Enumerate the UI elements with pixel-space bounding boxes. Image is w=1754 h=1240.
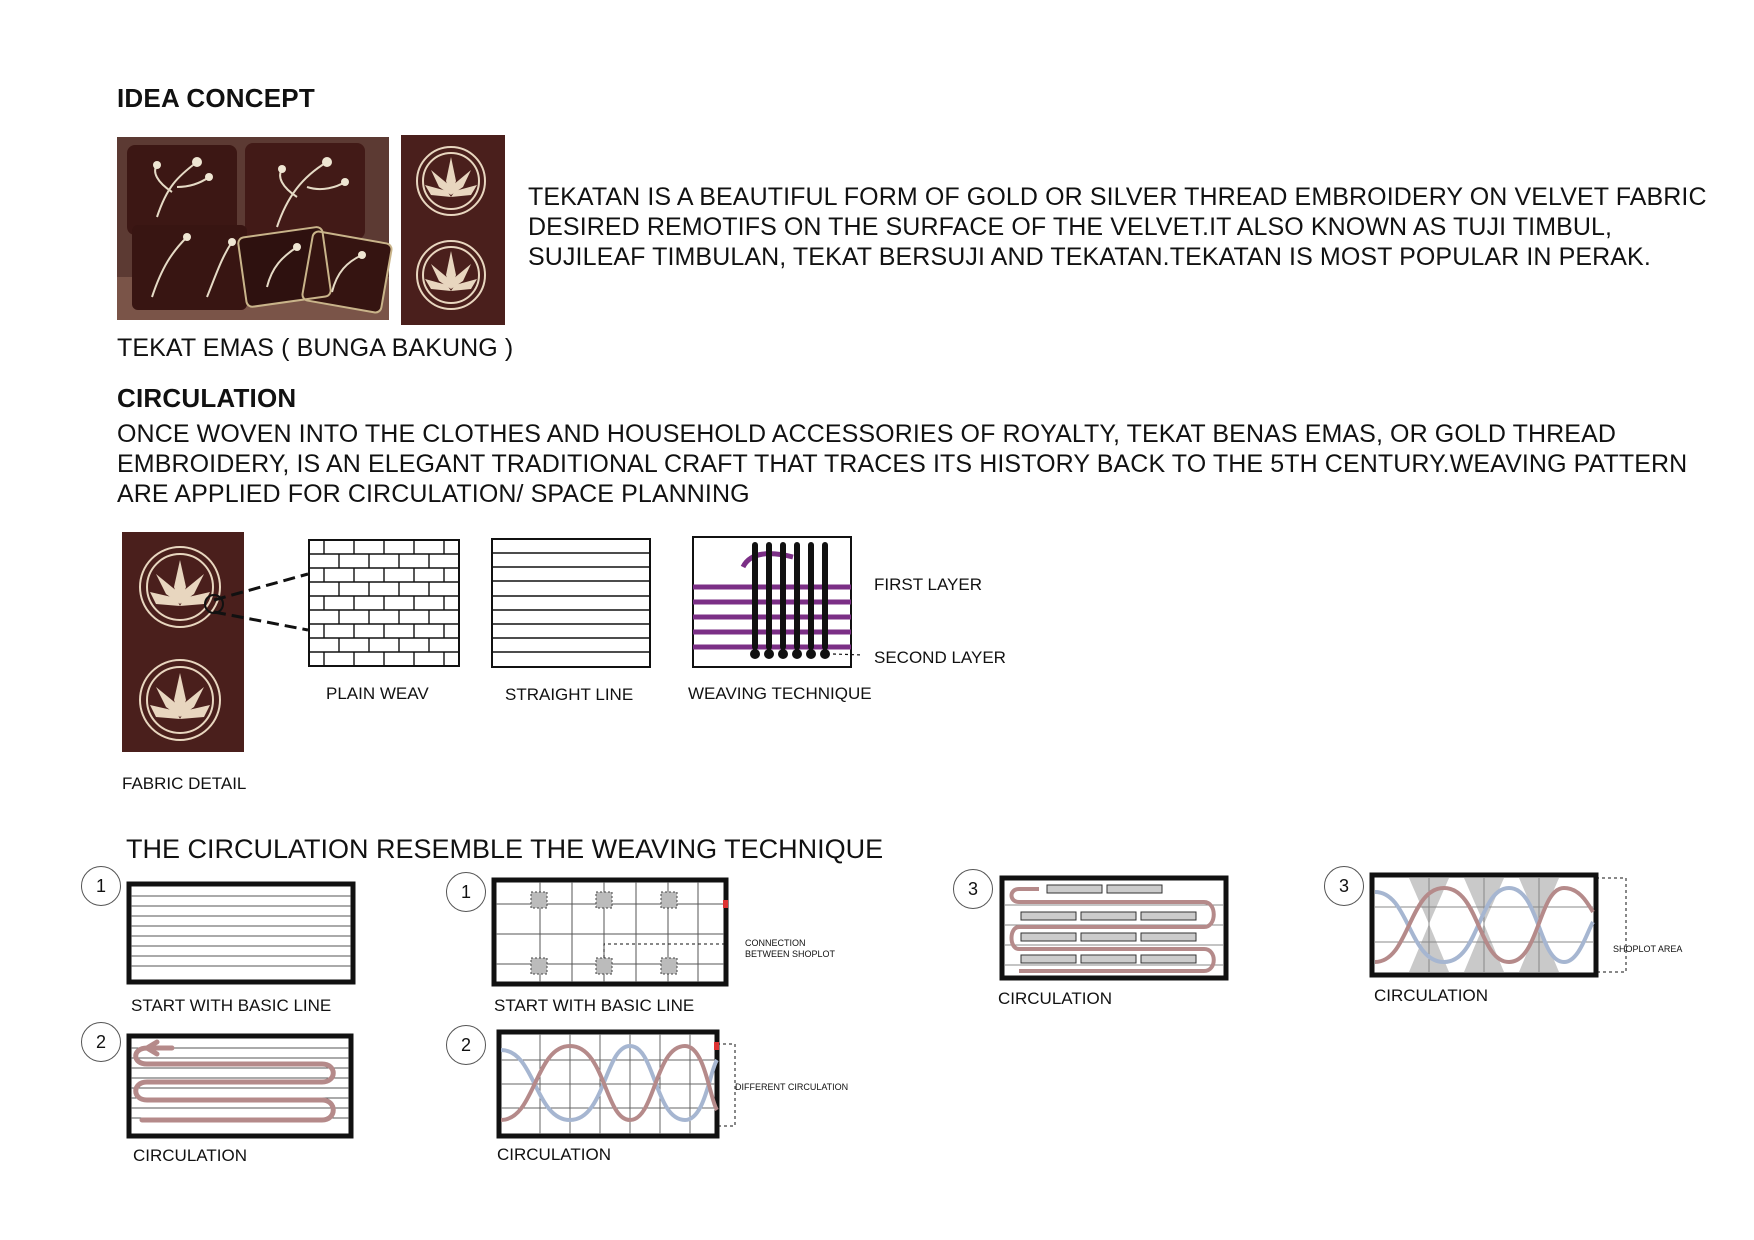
fabric-motif-photo [401,135,505,325]
idea-concept-description: TEKATAN IS A BEAUTIFUL FORM OF GOLD OR SILVER THREAD EMBROIDERY ON VELVET FABRIC DESIRED REMOTIFS ON THE SURFACE OF THE VELVET.IT ALSO KNOWN AS TUJI TIMBUL, SUJILEAF TIMBULAN, TEKAT BERSUJI AND TEKATAN.TEKATAN IS MOST POPULAR IN PERAK. [528,183,1707,271]
step-caption: CIRCULATION [497,1145,611,1164]
step-caption: START WITH BASIC LINE [494,996,695,1015]
step-caption: START WITH BASIC LINE [131,996,332,1015]
weaving-technique-label: WEAVING TECHNIQUE [688,684,872,703]
step-caption: CIRCULATION [133,1146,247,1165]
fabric-detail-label: FABRIC DETAIL [122,774,247,793]
fabric-detail-photo [122,532,244,752]
cushion-photo [117,137,389,320]
step-number: 2 [446,1025,486,1065]
plain-weave-label: PLAIN WEAV [326,684,429,703]
different-circulation-note: DIFFERENT CIRCULATION [735,1082,849,1092]
straight-line-label: STRAIGHT LINE [505,685,634,704]
shoplot-connection-note: CONNECTION BETWEEN SHOPLOT [745,938,836,959]
step-caption: CIRCULATION [998,989,1112,1008]
step-shoplot-grid [490,878,730,986]
step-number: 3 [1324,866,1364,906]
step-wave-circulation [495,1030,725,1138]
circulation-heading: CIRCULATION [117,383,297,413]
first-layer-label: FIRST LAYER [874,575,983,594]
step-shoplot-wave-circulation [1369,872,1599,978]
idea-concept-heading: IDEA CONCEPT [117,83,315,113]
step-number: 1 [81,866,121,906]
steps-heading: THE CIRCULATION RESEMBLE THE WEAVING TECHNIQUE [126,834,884,864]
shoplot-area-note: SHOPLOT AREA [1613,944,1683,954]
circulation-description: ONCE WOVEN INTO THE CLOTHES AND HOUSEHOLD ACCESSORIES OF ROYALTY, TEKAT BENAS EMAS, OR GOLD THREAD EMBROIDERY, IS AN ELEGANT TRADITIONAL CRAFT THAT TRACES ITS HISTORY BACK TO THE 5TH CENTURY.WEAVING PATTERN ARE APPLIED FOR CIRCULATION/ SPACE PLANNING [117,420,1688,508]
second-layer-label: SECOND LAYER [874,648,1006,667]
step-shoplot-rows-circulation [999,875,1229,981]
step-caption: CIRCULATION [1374,986,1488,1005]
photo-caption: TEKAT EMAS ( BUNGA BAKUNG ) [117,334,514,362]
straight-line-diagram [492,539,650,667]
step-basic-lines [127,882,355,984]
step-number: 1 [446,872,486,912]
step-number: 2 [81,1022,121,1062]
plain-weave-diagram [309,540,459,666]
step-number: 3 [953,869,993,909]
weaving-technique-diagram [693,537,851,667]
detail-connector-lines [214,572,314,632]
step-snake-circulation [127,1034,353,1138]
